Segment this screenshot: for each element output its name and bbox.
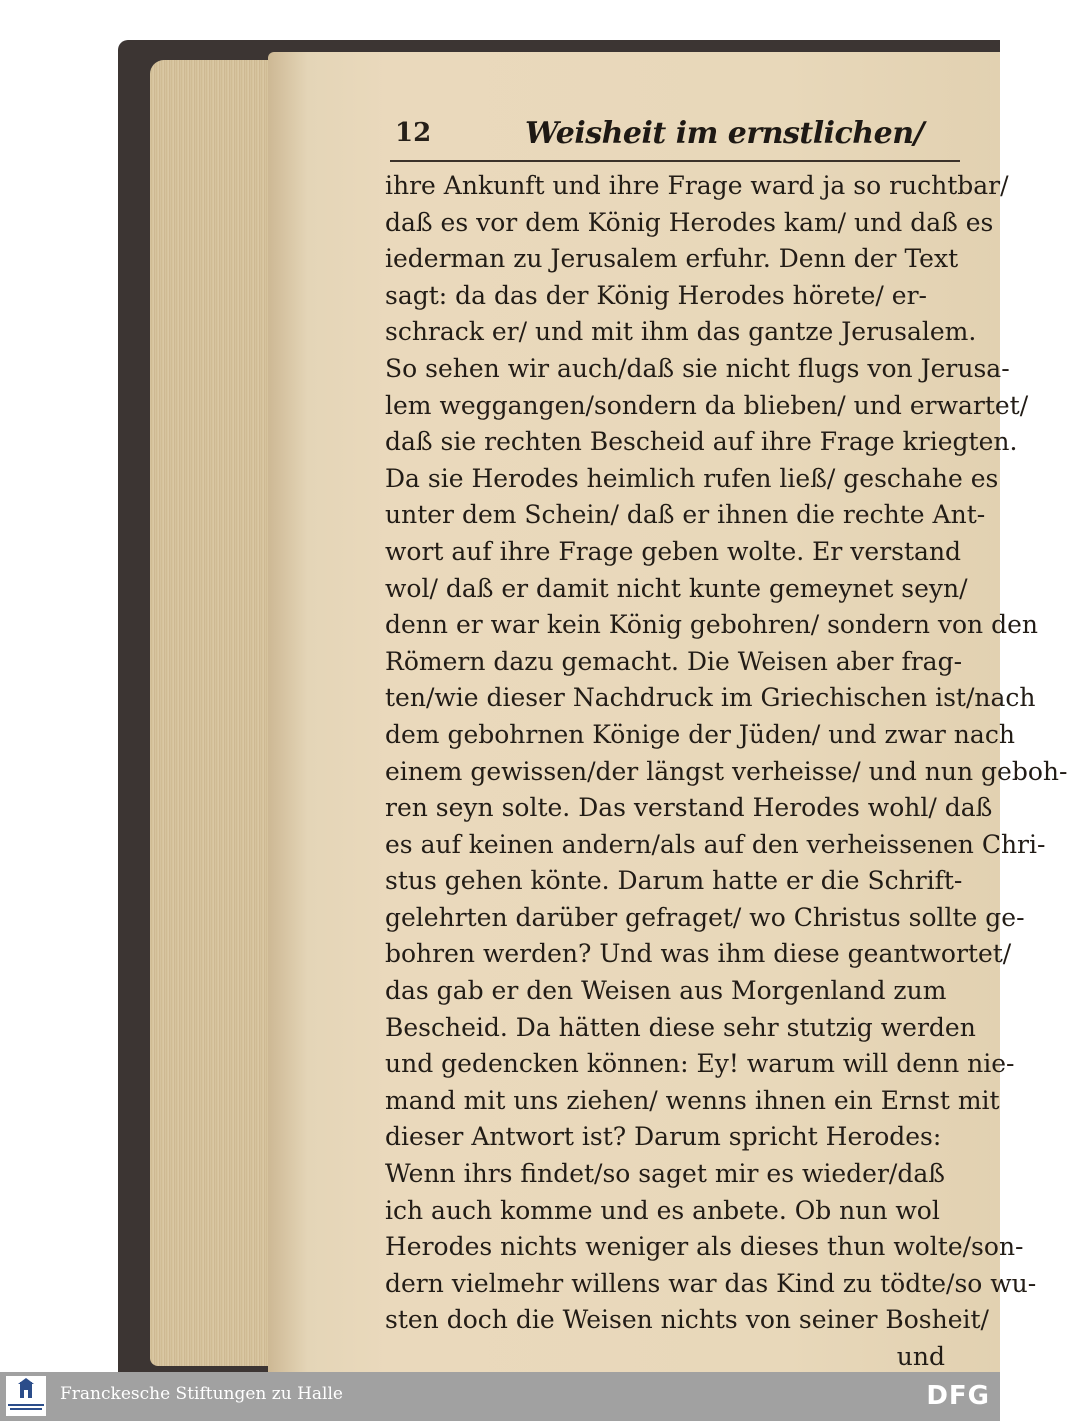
- text-line: iederman zu Jerusalem erfuhr. Denn der Text: [385, 244, 959, 274]
- text-line: Römern dazu gemacht. Die Weisen aber frag-: [385, 646, 963, 676]
- text-line: Wenn ihrs findet/so saget mir es wieder/daß: [385, 1159, 945, 1189]
- text-line: mand mit uns ziehen/ wenns ihnen ein Ernst mit: [385, 1085, 1000, 1115]
- text-line: ren seyn solte. Das verstand Herodes wohl/ daß: [385, 793, 993, 823]
- text-line: stus gehen könte. Darum hatte er die Schrift-: [385, 866, 963, 896]
- text-line: daß es vor dem König Herodes kam/ und daß es: [385, 207, 994, 237]
- institution-name: Franckesche Stiftungen zu Halle: [60, 1384, 343, 1404]
- text-line: und gedencken können: Ey! warum will denn nie-: [385, 1049, 1015, 1079]
- text-line: ten/wie dieser Nachdruck im Griechischen ist/nach: [385, 683, 1036, 713]
- text-line: bohren werden? Und was ihm diese geantwortet/: [385, 939, 1012, 969]
- page-header: [395, 112, 955, 160]
- text-line: das gab er den Weisen aus Morgenland zum: [385, 976, 947, 1006]
- text-line: unter dem Schein/ daß er ihnen die rechte Ant-: [385, 500, 986, 530]
- text-line: schrack er/ und mit ihm das gantze Jerusalem.: [385, 317, 977, 347]
- text-block: [385, 168, 1067, 1376]
- franckesche-stiftungen-logo-icon: [6, 1376, 46, 1416]
- text-line: So sehen wir auch/daß sie nicht flugs von Jerusa-: [385, 353, 1010, 383]
- catchword: und: [896, 1342, 945, 1371]
- text-line: Herodes nichts weniger als dieses thun wolte/son-: [385, 1232, 1024, 1262]
- text-line: wort auf ihre Frage geben wolte. Er verstand: [385, 536, 962, 566]
- text-line: daß sie rechten Bescheid auf ihre Frage kriegten.: [385, 427, 1018, 457]
- viewer-footer: [0, 1372, 1000, 1421]
- dfg-logo: DFG: [926, 1381, 990, 1411]
- text-line: sagt: da das der König Herodes hörete/ er-: [385, 280, 927, 310]
- text-line: dern vielmehr willens war das Kind zu tödte/so wu-: [385, 1268, 1037, 1298]
- running-title: Weisheit im ernstlichen/: [525, 116, 924, 151]
- text-line: denn er war kein König gebohren/ sondern von den: [385, 610, 1039, 640]
- text-line: es auf keinen andern/als auf den verheissenen Chri-: [385, 829, 1046, 859]
- text-line: gelehrten darüber gefraget/ wo Christus sollte ge-: [385, 902, 1025, 932]
- text-line: Bescheid. Da hätten diese sehr stutzig werden: [385, 1012, 976, 1042]
- text-line: wol/ daß er damit nicht kunte gemeynet seyn/: [385, 573, 968, 603]
- text-line: einem gewissen/der längst verheisse/ und nun geboh-: [385, 756, 1067, 786]
- text-line: dieser Antwort ist? Darum spricht Herodes:: [385, 1122, 942, 1152]
- text-line: dem gebohrnen Könige der Jüden/ und zwar nach: [385, 719, 1015, 749]
- header-rule: [390, 160, 960, 162]
- text-line: Da sie Herodes heimlich rufen ließ/ geschahe es: [385, 463, 999, 493]
- text-line: lem weggangen/sondern da blieben/ und erwartet/: [385, 390, 1029, 420]
- text-line: sten doch die Weisen nichts von seiner Bosheit/: [385, 1305, 989, 1335]
- page-number: 12: [395, 118, 432, 148]
- page-edges: [150, 60, 280, 1366]
- text-line: ihre Ankunft und ihre Frage ward ja so ruchtbar/: [385, 171, 1009, 200]
- text-line: ich auch komme und es anbete. Ob nun wol: [385, 1195, 940, 1225]
